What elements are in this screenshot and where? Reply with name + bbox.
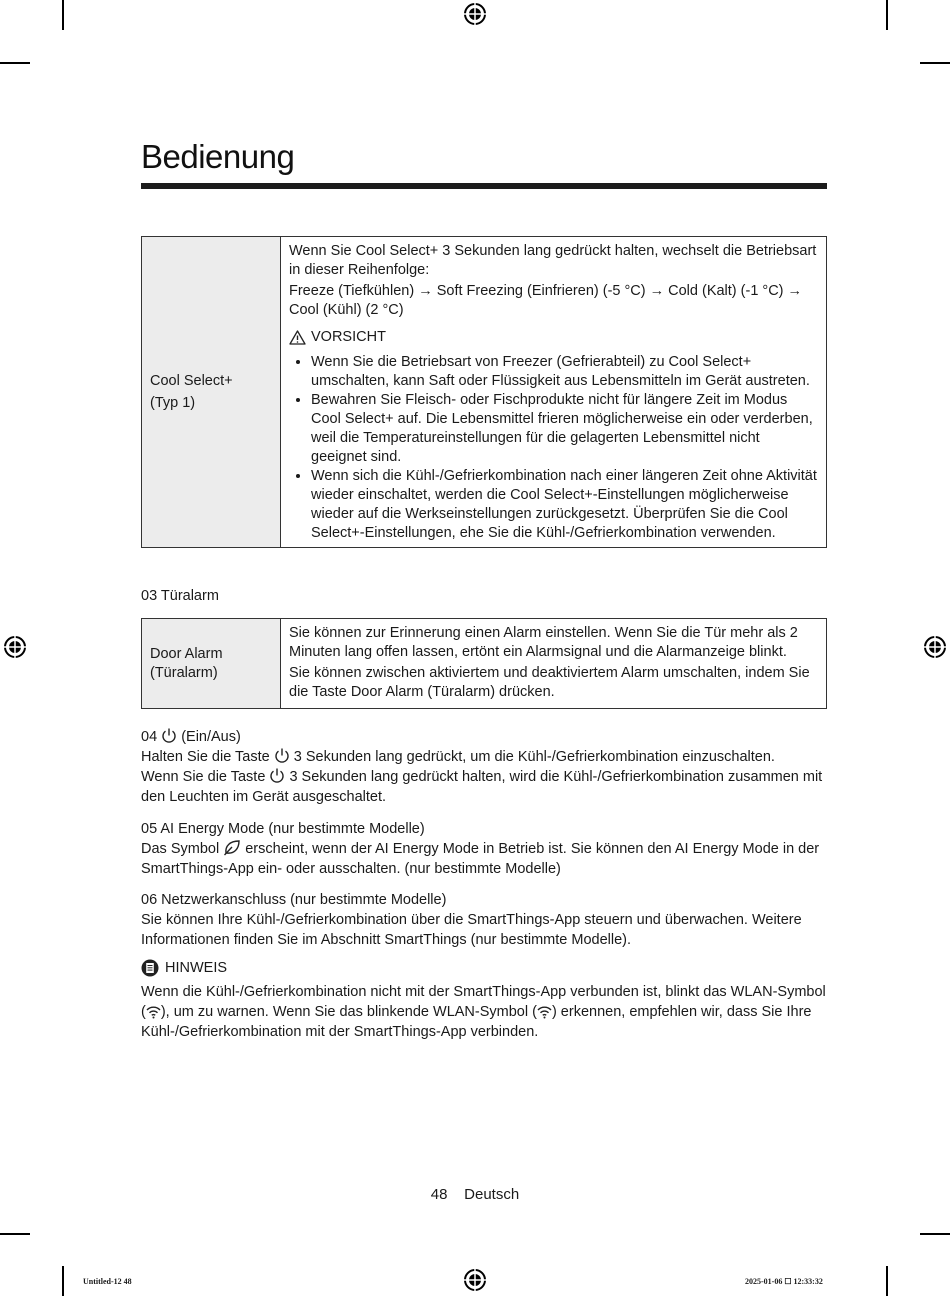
note-text: Wenn die Kühl-/Gefrierkombination nicht mit der SmartThings-App verbunden ist, blinkt das WLAN-Symbol ( ), um zu warnen. Wenn Sie das blinkende WLAN-Symbol ( ) erkennen, empfehlen wir, dass Sie Ihre Kühl-/Gefrierkombination mit der SmartThings-App verbinden.	[141, 984, 826, 1040]
page-number: 48	[430, 1186, 448, 1203]
cool-select-description	[281, 237, 827, 548]
door-alarm-term: Door Alarm (Türalarm)	[350, 684, 496, 700]
door-alarm-desc2: Sie können zwischen aktiviertem und deaktiviertem Alarm umschalten, indem Sie die Taste Door Alarm (Türalarm) drücken.	[289, 665, 810, 700]
cool-select-label	[142, 237, 281, 548]
registration-mark-icon	[463, 1268, 487, 1292]
crop-mark	[0, 1233, 30, 1235]
page-title: Bedienung	[141, 138, 295, 175]
crop-mark	[0, 62, 30, 64]
title-rule	[141, 183, 827, 189]
crop-mark	[62, 0, 64, 30]
cool-select-table	[141, 236, 827, 548]
cool-select-label-line2: (Typ 1)	[150, 394, 196, 411]
section-03-heading: 03 Türalarm	[141, 588, 219, 604]
note-block	[141, 958, 831, 1042]
cool-select-desc2: Freeze (Tiefkühlen) → Soft Freezing (Einfrieren) (-5 °C) → Cold (Kalt) (-1 °C) → Cool (Kühl) (2 °C)	[289, 283, 803, 318]
registration-mark-icon	[923, 635, 947, 659]
door-alarm-table	[141, 618, 827, 709]
power-icon	[274, 747, 290, 764]
caution-item: • Bewahren Sie Fleisch- oder Fischprodukte nicht für längere Zeit im Modus Cool Select+ auf. Die Lebensmittel frieren möglicherweise ein oder verderben, weil die Temperatureinstellungen für die gelagerten Lebensmittel nicht geeignet sind.	[311, 391, 818, 467]
door-alarm-label-line1: Door Alarm	[150, 645, 223, 662]
crop-mark	[920, 1233, 950, 1235]
door-alarm-label	[142, 619, 281, 709]
note-heading	[141, 958, 831, 978]
section-04-line1: Halten Sie die Taste 3 Sekunden lang gedrückt, um die Kühl-/Gefrierkombination einzuschalten.	[141, 749, 775, 765]
section-04-heading: 04 (Ein/Aus)	[141, 729, 241, 745]
power-icon	[269, 767, 285, 784]
caution-heading	[289, 328, 818, 347]
note-icon	[141, 959, 159, 977]
cool-select-label-line1: Cool Select+	[150, 372, 233, 389]
section-05-text: Das Symbol erscheint, wenn der AI Energy Mode in Betrieb ist. Sie können den AI Energy Mode in der SmartThings-App ein- oder ausschalten. (nur bestimmte Modelle)	[141, 841, 820, 877]
wifi-icon	[537, 1005, 552, 1019]
smartthings-reference: SmartThings (nur bestimmte Modelle)	[384, 932, 627, 948]
page-footer	[0, 1186, 950, 1203]
registration-mark-icon	[3, 635, 27, 659]
door-alarm-desc1: Sie können zur Erinnerung einen Alarm einstellen. Wenn Sie die Tür mehr als 2 Minuten lang offen lassen, ertönt ein Alarmsignal und die Alarmanzeige blinkt.	[289, 625, 798, 660]
caution-label: VORSICHT	[311, 329, 386, 345]
power-icon	[161, 727, 177, 744]
note-label: HINWEIS	[165, 960, 228, 976]
print-slug-left: Untitled-12 48	[83, 1277, 132, 1286]
cool-select-desc1: Wenn Sie Cool Select+ 3 Sekunden lang gedrückt halten, wechselt die Betriebsart in dieser Reihenfolge:	[289, 243, 817, 278]
print-slug-right: 2025-01-06 ☐ 12:33:32	[745, 1277, 823, 1286]
section-04	[141, 727, 831, 807]
crop-mark	[886, 0, 888, 30]
section-06-text: Sie können Ihre Kühl-/Gefrierkombination über die SmartThings-App steuern und überwachen. Weitere Informationen finden Sie im Abschnitt SmartThings (nur bestimmte Modelle).	[141, 912, 802, 948]
wifi-icon	[146, 1005, 161, 1019]
door-alarm-description	[281, 619, 827, 709]
door-alarm-label-line2: (Türalarm)	[150, 664, 218, 681]
crop-mark	[920, 62, 950, 64]
caution-item: • Wenn sich die Kühl-/Gefrierkombination nach einer längeren Zeit ohne Aktivität wieder einschaltet, werden die Cool Select+-Einstellungen möglicherweise wieder auf die Werkseinstellungen zurückgesetzt. Überprüfen Sie die Cool Select+-Einstellungen, ehe Sie die Kühl-/Gefrierkombination verwenden.	[311, 467, 818, 543]
caution-triangle-icon	[289, 330, 306, 345]
cool-select-term: Cool Select+	[355, 243, 439, 259]
crop-mark	[886, 1266, 888, 1296]
ai-energy-leaf-icon	[223, 839, 241, 856]
crop-mark	[62, 1266, 64, 1296]
footer-language: Deutsch	[464, 1186, 520, 1203]
section-06	[141, 890, 831, 950]
caution-item: • Wenn Sie die Betriebsart von Freezer (Gefrierabteil) zu Cool Select+ umschalten, kann Saft oder Flüssigkeit aus Lebensmitteln im Gerät austreten.	[311, 353, 818, 391]
caution-list	[289, 353, 818, 543]
section-05	[141, 819, 831, 879]
section-06-heading: 06 Netzwerkanschluss (nur bestimmte Modelle)	[141, 892, 447, 908]
registration-mark-icon	[463, 2, 487, 26]
section-05-heading: 05 AI Energy Mode (nur bestimmte Modelle)	[141, 821, 425, 837]
section-04-line2: Wenn Sie die Taste 3 Sekunden lang gedrückt halten, wird die Kühl-/Gefrierkombination zusammen mit den Leuchten im Gerät ausgeschaltet.	[141, 769, 823, 805]
